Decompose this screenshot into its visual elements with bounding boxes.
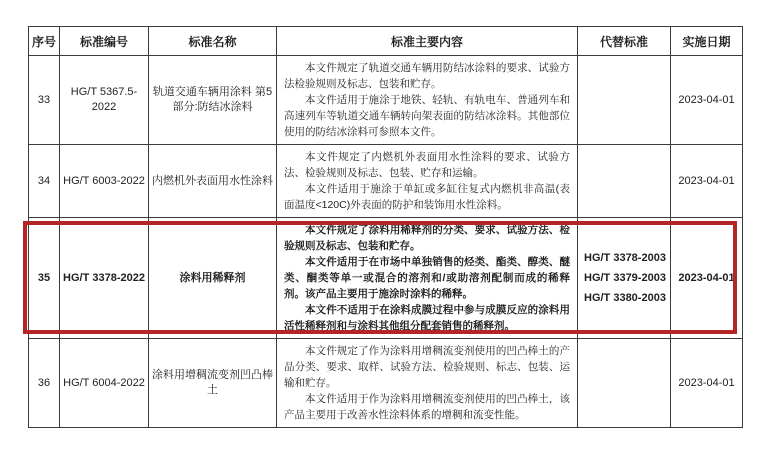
standard-code-cell: HG/T 6003-2022 xyxy=(60,145,149,218)
table-row-36 xyxy=(29,339,743,428)
table-row-34 xyxy=(29,145,743,218)
table-row-35 xyxy=(29,218,743,339)
replaced-standard-code: HG/T 3379-2003 xyxy=(584,272,666,284)
col-header-seq: 序号 xyxy=(29,27,60,56)
main-content-cell xyxy=(277,56,578,145)
standards-table xyxy=(28,26,743,428)
content-paragraph: 本文件规定了轨道交通车辆用防结冰涂料的要求、试验方法检验规则及标志、包装和贮存。 xyxy=(284,62,570,90)
seq-cell: 34 xyxy=(29,145,60,218)
standards-table-container xyxy=(28,26,742,428)
replaced-standard-cell xyxy=(578,56,671,145)
implementation-date-cell: 2023-04-01 xyxy=(671,145,743,218)
replaced-standard-cell xyxy=(578,145,671,218)
standard-code-cell: HG/T 6004-2022 xyxy=(60,339,149,428)
implementation-date-cell: 2023-04-01 xyxy=(671,339,743,428)
col-header-standard-name: 标准名称 xyxy=(149,27,277,56)
implementation-date-cell: 2023-04-01 xyxy=(671,218,743,339)
content-paragraph: 本文件适用于作为涂料用增稠流变剂使用的凹凸棒土，该产品主要用于改善水性涂料体系的增稠和流变性能。 xyxy=(284,393,570,421)
content-paragraph: 本文件规定了涂料用稀释剂的分类、要求、试验方法、检验规则及标志、包装和贮存。 xyxy=(284,224,570,252)
col-header-implementation-date: 实施日期 xyxy=(671,27,743,56)
seq-cell: 36 xyxy=(29,339,60,428)
replaced-standard-cell xyxy=(578,339,671,428)
standard-code-cell: HG/T 3378-2022 xyxy=(60,218,149,339)
standard-name-cell: 内燃机外表面用水性涂料 xyxy=(149,145,277,218)
col-header-main-content: 标准主要内容 xyxy=(277,27,578,56)
header-row xyxy=(29,27,743,56)
seq-cell: 33 xyxy=(29,56,60,145)
content-paragraph: 本文件适用于在市场中单独销售的烃类、酯类、醇类、醚类、酮类等单一或混合的溶剂和/或助溶剂配制而成的稀释剂。该产品主要用于施涂时涂料的稀释。 xyxy=(284,256,570,300)
col-header-standard-code: 标准编号 xyxy=(60,27,149,56)
implementation-date-cell: 2023-04-01 xyxy=(671,56,743,145)
seq-cell: 35 xyxy=(29,218,60,339)
standard-code-cell: HG/T 5367.5-2022 xyxy=(60,56,149,145)
standard-name-cell: 涂料用增稠流变剂凹凸棒土 xyxy=(149,339,277,428)
main-content-cell xyxy=(277,218,578,339)
col-header-replaced-standard: 代替标准 xyxy=(578,27,671,56)
main-content-cell xyxy=(277,145,578,218)
content-paragraph: 本文件适用于施涂于地铁、轻轨、有轨电车、普通列车和高速列车等轨道交通车辆转向架表面的防结冰涂料。其他部位使用的防结冰涂料可参照本文件。 xyxy=(284,94,570,138)
replaced-standard-code: HG/T 3380-2003 xyxy=(584,292,666,304)
standard-name-cell: 涂料用稀释剂 xyxy=(149,218,277,339)
main-content-cell xyxy=(277,339,578,428)
content-paragraph: 本文件适用于施涂于单缸或多缸往复式内燃机非高温(表面温度<120C)外表面的防护和装饰用水性涂料。 xyxy=(284,183,570,211)
content-paragraph: 本文件规定了内燃机外表面用水性涂料的要求、试验方法、检验规则及标志、包装、贮存和运输。 xyxy=(284,151,570,179)
content-paragraph: 本文件规定了作为涂料用增稠流变剂使用的凹凸棒土的产品分类、要求、取样、试验方法、检验规则、标志、包装、运输和贮存。 xyxy=(284,345,570,389)
standard-name-cell: 轨道交通车辆用涂料 第5部分:防结冰涂料 xyxy=(149,56,277,145)
replaced-standard-code: HG/T 3378-2003 xyxy=(584,252,666,264)
replaced-standard-cell xyxy=(578,218,671,339)
table-row-33 xyxy=(29,56,743,145)
content-paragraph: 本文件不适用于在涂料成膜过程中参与成膜反应的涂料用活性稀释剂和与涂料其他组分配套销售的稀释剂。 xyxy=(284,304,570,332)
